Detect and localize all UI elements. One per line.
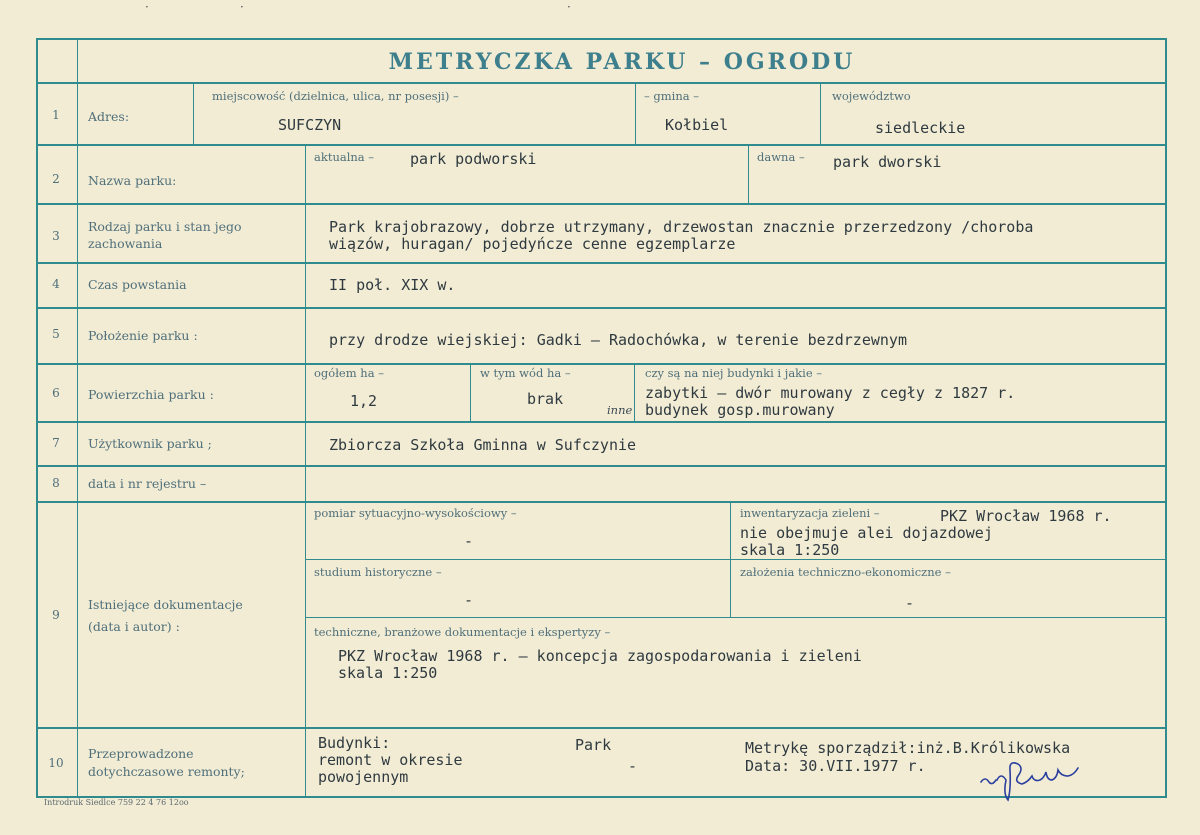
- row-separator: [36, 363, 1166, 365]
- row-separator: [36, 203, 1166, 205]
- technical-docs-line1: PKZ Wrocław 1968 r. – koncepcja zagospodarowania i zieleni: [338, 647, 862, 665]
- frame-left: [36, 38, 38, 798]
- inventory-line2: nie obejmuje alei dojazdowej: [740, 524, 993, 542]
- label-origin-time: Czas powstania: [88, 277, 187, 292]
- label-park-type-cont: zachowania: [88, 236, 163, 251]
- row-separator: [36, 144, 1166, 146]
- row-separator: [36, 465, 1166, 467]
- row-separator: [36, 307, 1166, 309]
- row-number: 3: [52, 229, 60, 243]
- historical-study-value: -: [464, 591, 474, 609]
- row-number: 10: [48, 756, 64, 770]
- inventory-line1: PKZ Wrocław 1968 r.: [940, 507, 1112, 525]
- row-separator: [36, 82, 1166, 84]
- total-area-value: 1,2: [350, 392, 378, 410]
- row-number: 9: [52, 608, 60, 622]
- label-park-type: Rodzaj parku i stan jego: [88, 219, 242, 234]
- repairs-park-label: Park: [575, 736, 612, 754]
- buildings-label: czy są na niej budynki i jakie –: [645, 366, 823, 380]
- divider-former-name: [748, 146, 749, 203]
- label-user: Użytkownik parku ;: [88, 436, 212, 451]
- form-title: METRYCZKA PARKU – OGRODU: [388, 49, 856, 75]
- repairs-buildings-line3: powojennym: [318, 768, 409, 786]
- voivodeship-label: województwo: [832, 89, 911, 103]
- total-area-label: ogółem ha –: [314, 366, 384, 380]
- row-number: 4: [52, 277, 60, 291]
- divider-docs-row1: [305, 559, 1166, 560]
- label-area: Powierzchia parku :: [88, 387, 214, 402]
- current-name-label: aktualna –: [314, 150, 375, 164]
- park-type-line2: wiązów, huragan/ pojedyńcze cenne egzemplarze: [329, 235, 736, 253]
- survey-value: -: [464, 532, 474, 550]
- voivodeship-value: siedleckie: [875, 119, 966, 137]
- gmina-label: – gmina –: [644, 89, 700, 103]
- row-number: 6: [52, 386, 60, 400]
- current-name-value: park podworski: [410, 150, 537, 168]
- survey-label: pomiar sytuacyjno-wysokościowy –: [314, 506, 517, 520]
- divider-water: [470, 365, 471, 421]
- repairs-park-value: -: [628, 757, 638, 775]
- technical-docs-label: techniczne, branżowe dokumentacje i ekspertyzy –: [314, 625, 611, 639]
- ink-speck: ·: [240, 0, 244, 14]
- label-repairs: Przeprowadzone: [88, 746, 194, 761]
- tech-econ-label: założenia techniczno-ekonomiczne –: [740, 565, 951, 579]
- label-park-name: Nazwa parku:: [88, 173, 177, 188]
- row-separator: [36, 501, 1166, 503]
- row-separator: [36, 421, 1166, 423]
- buildings-line1: zabytki – dwór murowany z cegły z 1827 r.: [645, 384, 1016, 402]
- user-value: Zbiorcza Szkoła Gminna w Sufczynie: [329, 436, 637, 454]
- inventory-line3: skala 1:250: [740, 541, 840, 559]
- label-documentation-cont: (data i autor) :: [88, 619, 180, 634]
- origin-value: II poł. XIX w.: [329, 276, 456, 294]
- row-separator: [36, 727, 1166, 729]
- row-number: 2: [52, 172, 60, 186]
- tech-econ-value: -: [905, 594, 915, 612]
- repairs-buildings-line1: Budynki:: [318, 734, 391, 752]
- repairs-buildings-line2: remont w okresie: [318, 751, 463, 769]
- label-register: data i nr rejestru –: [88, 476, 207, 491]
- author-line: Metrykę sporządził:inż.B.Królikowska: [745, 739, 1071, 757]
- label-divider: [305, 146, 306, 796]
- buildings-line2: budynek gosp.murowany: [645, 401, 835, 419]
- row-number: 7: [52, 436, 60, 450]
- date-line: Data: 30.VII.1977 r.: [745, 757, 926, 775]
- water-area-value: brak: [527, 390, 564, 408]
- technical-docs-line2: skala 1:250: [338, 664, 438, 682]
- row-number: 5: [52, 327, 60, 341]
- label-address: Adres:: [88, 109, 130, 124]
- ink-speck: ·: [567, 0, 571, 14]
- ink-speck: ·: [145, 0, 149, 14]
- former-name-label: dawna –: [757, 150, 805, 164]
- label-documentation: Istniejące dokumentacje: [88, 597, 243, 612]
- locality-label: miejscowość (dzielnica, ulica, nr posesji) –: [212, 89, 459, 103]
- label-divider-row1: [193, 84, 194, 144]
- divider-gmina: [635, 84, 636, 144]
- handwritten-signature: [975, 760, 1120, 804]
- label-repairs-cont: dotychczasowe remonty;: [88, 764, 245, 779]
- water-area-label: w tym wód ha –: [480, 366, 571, 380]
- former-name-value: park dworski: [833, 153, 942, 171]
- divider-docs-row2: [305, 617, 1166, 618]
- divider-buildings: [634, 365, 635, 421]
- printer-imprint: Introdruk Siedlce 759 22 4 76 12oo: [44, 798, 189, 807]
- row-number: 1: [52, 108, 60, 122]
- label-location: Położenie parku :: [88, 328, 198, 343]
- divider-docs-col: [730, 503, 731, 617]
- buildings-inne-note: inne: [607, 403, 633, 417]
- row-separator: [36, 262, 1166, 264]
- gmina-value: Kołbiel: [665, 116, 729, 134]
- historical-study-label: studium historyczne –: [314, 565, 442, 579]
- locality-value: SUFCZYN: [278, 116, 342, 134]
- park-type-line1: Park krajobrazowy, dobrze utrzymany, drzewostan znacznie przerzedzony /choroba: [329, 218, 1034, 236]
- frame-right: [1165, 38, 1167, 798]
- divider-voivodeship: [820, 84, 821, 144]
- number-column-divider: [77, 38, 78, 798]
- location-value: przy drodze wiejskiej: Gadki – Radochówka, w terenie bezdrzewnym: [329, 331, 907, 349]
- inventory-label: inwentaryzacja zieleni –: [740, 506, 880, 520]
- row-number: 8: [52, 476, 60, 490]
